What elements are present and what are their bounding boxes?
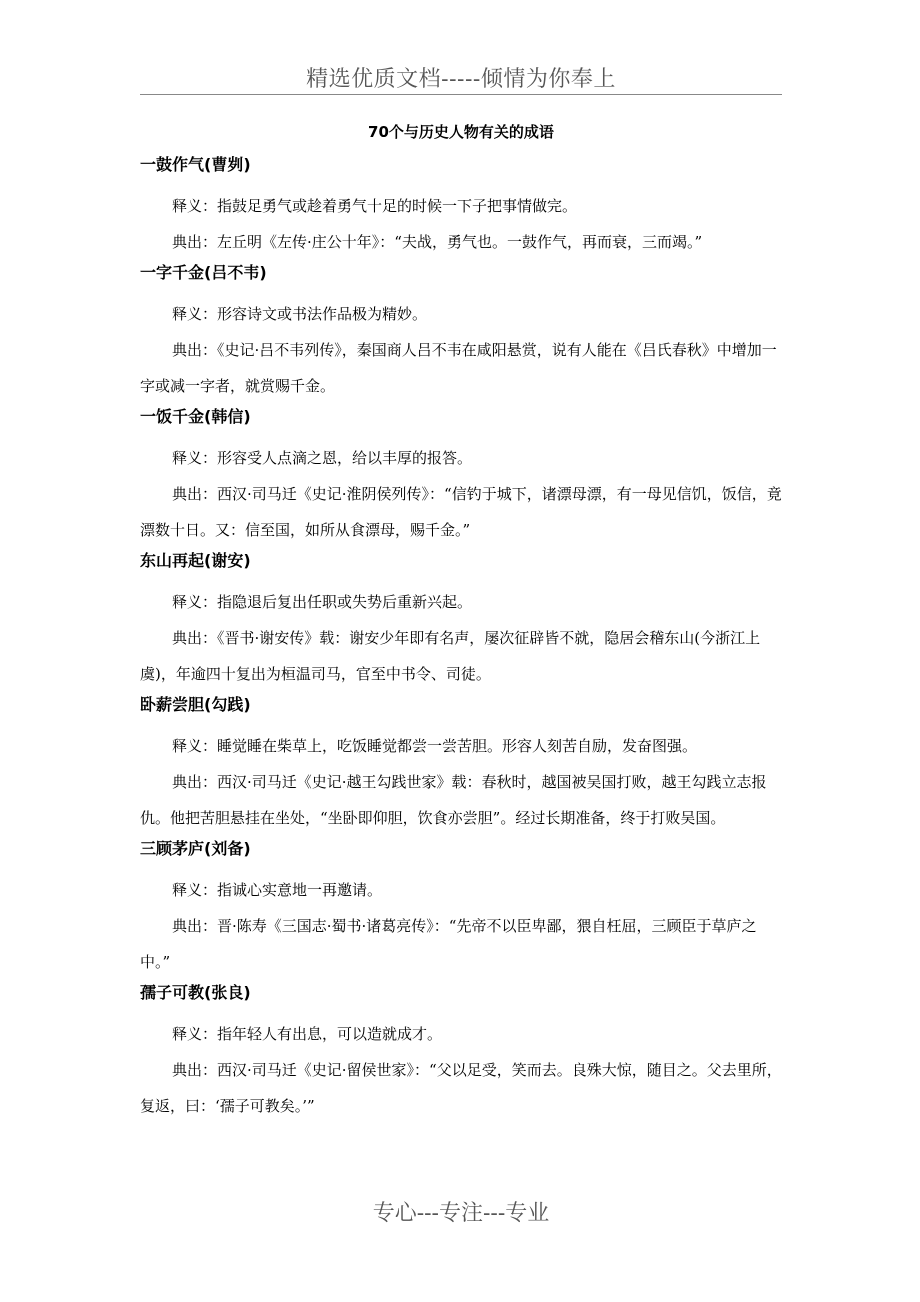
idiom-heading: 一饭千金(韩信) xyxy=(140,407,251,426)
idiom-entry xyxy=(140,548,782,692)
idiom-source: 典出：《晋书·谢安传》载：谢安少年即有名声，屡次征辟皆不就，隐居会稽东山(今浙江上虞)，年逾四十复出为桓温司马，官至中书令、司徒。 xyxy=(140,629,761,683)
idiom-source: 典出：《史记·吕不韦列传》，秦国商人吕不韦在咸阳悬赏，说有人能在《吕氏春秋》中增加一字或减一字者，就赏赐千金。 xyxy=(140,341,777,395)
idiom-meaning: 释义：指诚心实意地一再邀请。 xyxy=(172,881,383,899)
idiom-meaning: 释义：指隐退后复出任职或失势后重新兴起。 xyxy=(172,593,473,611)
idiom-heading: 孺子可教(张良) xyxy=(140,983,251,1002)
idiom-heading: 卧薪尝胆(勾践) xyxy=(140,695,251,714)
idiom-meaning: 释义：指年轻人有出息，可以造就成才。 xyxy=(172,1025,443,1043)
idiom-entry xyxy=(140,980,782,1124)
idiom-heading: 东山再起(谢安) xyxy=(140,551,251,570)
page-footer: 专心---专注---专业 xyxy=(372,1201,550,1226)
page-header: 精选优质文档-----倾情为你奉上 xyxy=(306,67,616,92)
header-divider xyxy=(140,94,782,95)
idiom-meaning: 释义：形容诗文或书法作品极为精妙。 xyxy=(172,305,428,323)
idiom-source: 典出：西汉·司马迁《史记·留侯世家》：“父以足受，笑而去。良殊大惊，随目之。父去里所，复返，曰：‘孺子可教矣。’” xyxy=(140,1061,782,1115)
idiom-heading: 一鼓作气(曹刿) xyxy=(140,155,251,174)
idiom-entry xyxy=(140,260,782,404)
idiom-meaning: 释义：指鼓足勇气或趁着勇气十足的时候一下子把事情做完。 xyxy=(172,197,578,215)
idiom-heading: 三顾茅庐(刘备) xyxy=(140,839,251,858)
idiom-entry xyxy=(140,836,782,980)
idiom-entry xyxy=(140,152,782,260)
idiom-source: 典出：晋·陈寿《三国志·蜀书·诸葛亮传》：“先帝不以臣卑鄙，猥自枉屈，三顾臣于草庐之中。” xyxy=(140,917,757,971)
idiom-source: 典出：西汉·司马迁《史记·越王勾践世家》载：春秋时，越国被吴国打败，越王勾践立志报仇。他把苦胆悬挂在坐处，“坐卧即仰胆，饮食亦尝胆”。经过长期准备，终于打败吴国。 xyxy=(140,773,767,827)
document-body xyxy=(140,152,782,1124)
idiom-source: 典出：西汉·司马迁《史记·淮阴侯列传》：“信钓于城下，诸漂母漂，有一母见信饥，饭信，竟漂数十日。又：信至国，如所从食漂母，赐千金。” xyxy=(140,485,782,539)
idiom-heading: 一字千金(吕不韦) xyxy=(140,263,267,282)
idiom-meaning: 释义：睡觉睡在柴草上，吃饭睡觉都尝一尝苦胆。形容人刻苦自励，发奋图强。 xyxy=(172,737,698,755)
document-title: 70个与历史人物有关的成语 xyxy=(368,123,554,141)
idiom-entry xyxy=(140,404,782,548)
idiom-entry xyxy=(140,692,782,836)
idiom-source: 典出：左丘明《左传·庄公十年》：“夫战，勇气也。一鼓作气，再而衰，三而竭。” xyxy=(172,233,703,251)
idiom-meaning: 释义：形容受人点滴之恩，给以丰厚的报答。 xyxy=(172,449,473,467)
